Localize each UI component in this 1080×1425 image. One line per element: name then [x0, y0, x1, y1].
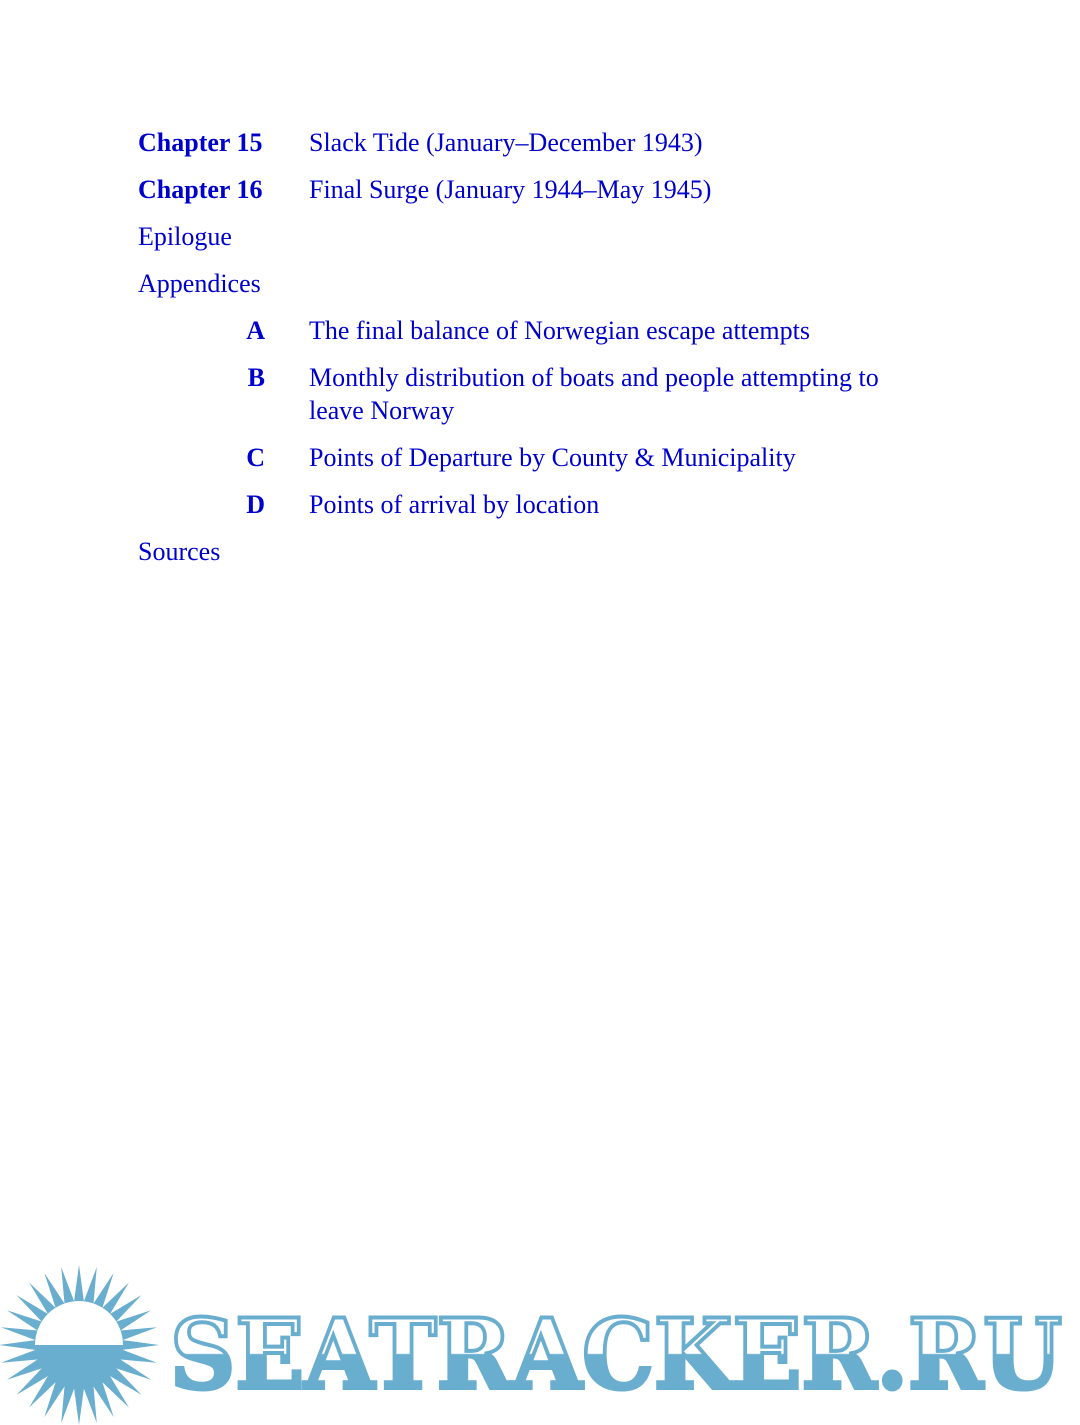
chapter-title[interactable]: Slack Tide (January–December 1943) — [309, 128, 703, 157]
toc-row-appendix-a[interactable] — [138, 314, 938, 347]
table-of-contents — [138, 126, 938, 582]
toc-row-appendix-d[interactable] — [138, 488, 938, 521]
toc-row-chapter-15[interactable] — [138, 126, 938, 159]
appendices-link[interactable]: Appendices — [138, 269, 261, 298]
chapter-number[interactable]: Chapter 16 — [138, 175, 263, 204]
chapter-title[interactable]: Final Surge (January 1944–May 1945) — [309, 175, 712, 204]
toc-row-appendices[interactable] — [138, 267, 938, 300]
appendix-title[interactable]: Points of Departure by County & Municipality — [309, 443, 796, 472]
toc-row-chapter-16[interactable] — [138, 173, 938, 206]
appendix-letter[interactable]: D — [246, 490, 265, 519]
sun-icon — [0, 1265, 159, 1425]
toc-row-appendix-b[interactable] — [138, 361, 938, 427]
appendix-title[interactable]: Monthly distribution of boats and people attempting to leave Norway — [309, 363, 879, 425]
watermark-text: SEATRACKER.RU — [170, 1298, 1062, 1411]
seatracker-watermark — [0, 1262, 1080, 1425]
chapter-number[interactable]: Chapter 15 — [138, 128, 263, 157]
appendix-letter[interactable]: B — [247, 363, 265, 392]
toc-row-appendix-c[interactable] — [138, 441, 938, 474]
appendix-title[interactable]: Points of arrival by location — [309, 490, 600, 519]
epilogue-link[interactable]: Epilogue — [138, 222, 232, 251]
toc-row-epilogue[interactable] — [138, 220, 938, 253]
toc-row-sources[interactable] — [138, 535, 938, 568]
appendix-title[interactable]: The final balance of Norwegian escape attempts — [309, 316, 810, 345]
appendix-letter[interactable]: C — [246, 443, 265, 472]
sources-link[interactable]: Sources — [138, 537, 221, 566]
appendix-letter[interactable]: A — [246, 316, 265, 345]
